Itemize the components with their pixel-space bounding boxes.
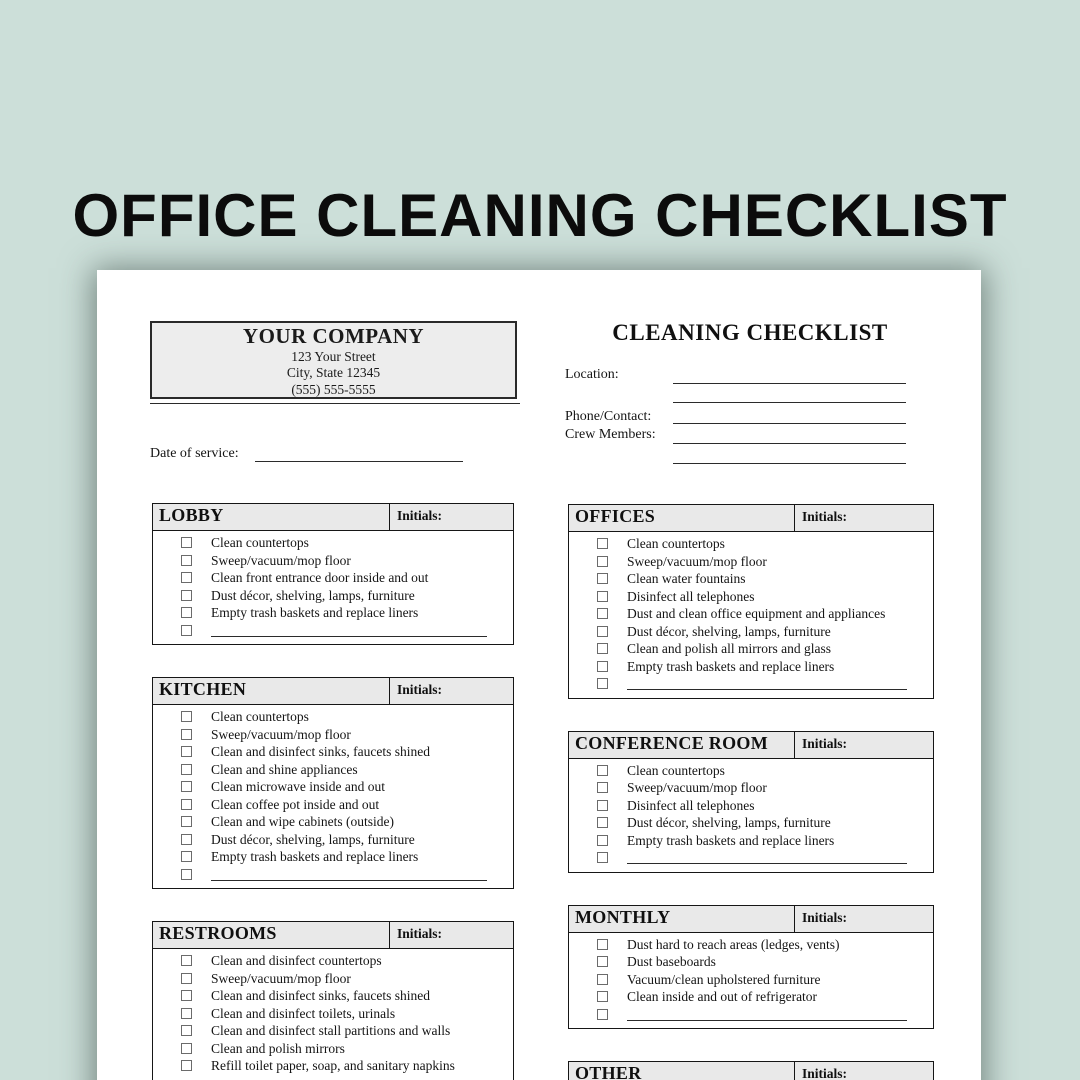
checklist-item-label: Clean and shine appliances: [211, 761, 358, 777]
checklist-item: [153, 813, 513, 831]
checklist-item: [569, 1006, 933, 1024]
checklist-item: [153, 743, 513, 761]
checklist-item: [569, 779, 933, 797]
checkbox[interactable]: [597, 974, 608, 985]
section-header: [153, 922, 513, 949]
location-line-2[interactable]: [673, 402, 906, 403]
checkbox[interactable]: [597, 661, 608, 672]
checklist-column-right: [568, 504, 934, 1080]
checkbox[interactable]: [597, 608, 608, 619]
checklist-item-label: Clean inside and out of refrigerator: [627, 989, 818, 1004]
section-initials-cell[interactable]: Initials:: [794, 1062, 933, 1080]
checkbox[interactable]: [597, 956, 608, 967]
checkbox[interactable]: [597, 626, 608, 637]
company-box-underline: [150, 403, 520, 404]
checkbox[interactable]: [181, 572, 192, 583]
section-title: CONFERENCE ROOM: [575, 732, 768, 753]
checklist-item-label: Disinfect all telephones: [627, 588, 755, 604]
section-item-list: [569, 532, 933, 698]
checklist-item-label: Clean microwave inside and out: [211, 779, 385, 794]
checkbox[interactable]: [181, 729, 192, 740]
checklist-section: [568, 504, 934, 699]
write-in-line[interactable]: [627, 1008, 907, 1021]
checklist-item: [569, 936, 933, 954]
checklist-section: [152, 921, 514, 1080]
checklist-item-label: Clean and polish mirrors: [211, 1040, 345, 1056]
checklist-item: [153, 831, 513, 849]
checkbox[interactable]: [597, 817, 608, 828]
document-paper: [97, 270, 981, 1080]
checkbox[interactable]: [597, 556, 608, 567]
checklist-item-label: Vacuum/clean upholstered furniture: [627, 971, 821, 987]
checkbox[interactable]: [181, 711, 192, 722]
checkbox[interactable]: [597, 835, 608, 846]
checklist-item: [153, 622, 513, 640]
checklist-item-label: Empty trash baskets and replace liners: [627, 832, 835, 848]
checklist-item-label: Dust décor, shelving, lamps, furniture: [627, 815, 831, 830]
checkbox[interactable]: [181, 851, 192, 862]
checklist-item: [153, 587, 513, 605]
checklist-item: [153, 1022, 513, 1040]
checkbox[interactable]: [181, 1008, 192, 1019]
checkbox[interactable]: [181, 781, 192, 792]
checklist-item: [153, 1057, 513, 1075]
checklist-item: [153, 569, 513, 587]
section-item-list: [153, 705, 513, 888]
section-header: [569, 732, 933, 759]
checklist-section: [152, 503, 514, 645]
checkbox[interactable]: [597, 991, 608, 1002]
checklist-item-label: Clean and disinfect stall partitions and walls: [211, 1023, 451, 1038]
checklist-item: [153, 952, 513, 970]
location-label: Location:: [565, 367, 619, 382]
checklist-item: [153, 796, 513, 814]
checklist-column-left: [152, 503, 514, 1080]
checklist-section: [568, 1061, 934, 1080]
checklist-item: [569, 605, 933, 623]
write-in-line[interactable]: [627, 851, 907, 864]
phone-contact-label: Phone/Contact:: [565, 409, 652, 424]
checklist-item: [153, 761, 513, 779]
checklist-item-label: Dust décor, shelving, lamps, furniture: [211, 831, 415, 847]
section-title: OTHER: [575, 1063, 642, 1080]
section-title: MONTHLY: [575, 906, 671, 927]
section-header: [569, 1062, 933, 1080]
write-in-line[interactable]: [211, 624, 487, 637]
section-initials-cell[interactable]: Initials:: [794, 732, 933, 758]
checkbox[interactable]: [597, 939, 608, 950]
checklist-item-label: Clean and disinfect sinks, faucets shined: [211, 988, 430, 1003]
checklist-item-label: Dust décor, shelving, lamps, furniture: [211, 587, 415, 603]
checkbox[interactable]: [597, 765, 608, 776]
checkbox[interactable]: [181, 955, 192, 966]
company-address-line1: 123 Your Street: [291, 349, 376, 364]
checklist-item: [153, 987, 513, 1005]
checkbox[interactable]: [597, 800, 608, 811]
crew-members-label: Crew Members:: [565, 427, 656, 442]
location-line[interactable]: [673, 383, 906, 384]
checklist-item-label: Clean coffee pot inside and out: [211, 796, 380, 812]
section-initials-cell[interactable]: Initials:: [794, 906, 933, 932]
checklist-item: [569, 832, 933, 850]
checkbox[interactable]: [181, 1043, 192, 1054]
checklist-item: [569, 971, 933, 989]
checklist-item: [569, 588, 933, 606]
company-phone: (555) 555-5555: [291, 381, 376, 397]
checkbox[interactable]: [181, 746, 192, 757]
crew-members-line-2[interactable]: [673, 463, 906, 464]
page-title: OFFICE CLEANING CHECKLIST: [72, 182, 1008, 250]
company-address-line2: City, State 12345: [286, 365, 381, 381]
section-title: LOBBY: [159, 505, 224, 525]
checkbox[interactable]: [181, 607, 192, 618]
checklist-item: [569, 988, 933, 1006]
section-header: [569, 906, 933, 933]
checklist-item: [153, 534, 513, 552]
section-initials-cell[interactable]: Initials:: [389, 922, 513, 948]
checklist-item: [153, 552, 513, 570]
checklist-item-label: Empty trash baskets and replace liners: [211, 849, 419, 864]
section-initials-cell[interactable]: Initials:: [389, 504, 513, 530]
checklist-item: [153, 726, 513, 744]
checkbox[interactable]: [597, 1009, 608, 1020]
checklist-item: [569, 797, 933, 815]
checkbox[interactable]: [181, 816, 192, 827]
checkbox[interactable]: [181, 990, 192, 1001]
checkbox[interactable]: [181, 764, 192, 775]
checkbox[interactable]: [181, 1025, 192, 1036]
checklist-item-label: Disinfect all telephones: [627, 797, 755, 813]
checklist-item-label: Clean and disinfect sinks, faucets shined: [211, 744, 430, 759]
checkbox[interactable]: [181, 869, 192, 880]
section-title: RESTROOMS: [159, 923, 277, 943]
checkbox[interactable]: [181, 973, 192, 984]
checklist-item-label: Sweep/vacuum/mop floor: [211, 552, 351, 568]
checklist-item: [569, 570, 933, 588]
date-of-service-label: Date of service:: [150, 446, 239, 461]
checklist-item-label: Sweep/vacuum/mop floor: [211, 970, 351, 986]
section-item-list: [569, 933, 933, 1029]
checklist-item: [569, 658, 933, 676]
checklist-item-label: Dust baseboards: [627, 954, 716, 969]
checklist-heading: CLEANING CHECKLIST: [612, 320, 888, 345]
checklist-item-label: Clean water fountains: [627, 571, 746, 586]
checklist-item: [569, 849, 933, 867]
checkbox[interactable]: [597, 538, 608, 549]
checklist-item-label: Clean and disinfect countertops: [211, 953, 382, 968]
write-in-line[interactable]: [211, 868, 487, 881]
company-info-box: [150, 321, 517, 399]
checklist-section: [568, 731, 934, 873]
crew-members-line[interactable]: [673, 443, 906, 444]
checkbox[interactable]: [181, 537, 192, 548]
checklist-item-label: Refill toilet paper, soap, and sanitary napkins: [211, 1058, 455, 1073]
checkbox[interactable]: [181, 555, 192, 566]
checklist-item: [569, 953, 933, 971]
checklist-item-label: Dust hard to reach areas (ledges, vents): [627, 936, 840, 952]
section-initials-cell[interactable]: Initials:: [389, 678, 513, 704]
checklist-item: [569, 623, 933, 641]
checklist-item-label: Sweep/vacuum/mop floor: [627, 780, 767, 795]
checklist-item-label: Sweep/vacuum/mop floor: [211, 726, 351, 742]
checklist-item: [569, 640, 933, 658]
checklist-item-label: Clean and wipe cabinets (outside): [211, 814, 394, 829]
company-name: YOUR COMPANY: [242, 324, 425, 348]
checklist-item-label: Empty trash baskets and replace liners: [211, 605, 419, 620]
checkbox[interactable]: [597, 678, 608, 689]
checkbox[interactable]: [181, 590, 192, 601]
checklist-item: [569, 553, 933, 571]
section-item-list: [153, 949, 513, 1080]
checklist-item-label: Clean countertops: [627, 536, 725, 551]
section-title: KITCHEN: [159, 679, 247, 699]
checklist-item-label: Clean front entrance door inside and out: [211, 570, 429, 585]
checklist-item: [569, 675, 933, 693]
date-of-service-line[interactable]: [255, 447, 463, 462]
checklist-item: [153, 1005, 513, 1023]
checklist-section: [152, 677, 514, 889]
checklist-item: [153, 708, 513, 726]
checklist-item-label: Clean and polish all mirrors and glass: [627, 641, 831, 656]
checklist-item-label: Clean countertops: [627, 762, 725, 778]
checklist-item: [569, 814, 933, 832]
phone-contact-line[interactable]: [673, 423, 906, 424]
checklist-item: [153, 604, 513, 622]
section-header: [153, 678, 513, 705]
checklist-item-label: Sweep/vacuum/mop floor: [627, 553, 767, 569]
checklist-item-label: Clean and disinfect toilets, urinals: [211, 1005, 396, 1021]
checklist-item-label: Empty trash baskets and replace liners: [627, 658, 835, 674]
checklist-item: [153, 866, 513, 884]
checkbox[interactable]: [597, 852, 608, 863]
checkbox[interactable]: [597, 782, 608, 793]
section-title: OFFICES: [575, 506, 656, 526]
section-item-list: [569, 759, 933, 872]
checkbox[interactable]: [597, 643, 608, 654]
checkbox[interactable]: [597, 573, 608, 584]
checklist-section: [568, 905, 934, 1030]
checkbox[interactable]: [181, 799, 192, 810]
section-header: [153, 504, 513, 531]
section-initials-cell[interactable]: Initials:: [794, 505, 933, 531]
date-of-service-row: [150, 446, 463, 462]
checklist-item: [569, 762, 933, 780]
checkbox[interactable]: [597, 591, 608, 602]
checkbox[interactable]: [181, 1060, 192, 1071]
checklist-item-label: Clean countertops: [211, 709, 309, 724]
checklist-item: [153, 848, 513, 866]
checkbox[interactable]: [181, 625, 192, 636]
checklist-item: [569, 535, 933, 553]
checklist-item-label: Clean countertops: [211, 535, 309, 550]
section-item-list: [153, 531, 513, 644]
section-header: [569, 505, 933, 532]
checkbox[interactable]: [181, 834, 192, 845]
write-in-line[interactable]: [627, 677, 907, 690]
checklist-item-label: Dust and clean office equipment and appliances: [627, 606, 886, 621]
checklist-item-label: Dust décor, shelving, lamps, furniture: [627, 623, 831, 639]
checklist-item: [153, 1040, 513, 1058]
checklist-item: [153, 970, 513, 988]
checklist-item: [153, 778, 513, 796]
